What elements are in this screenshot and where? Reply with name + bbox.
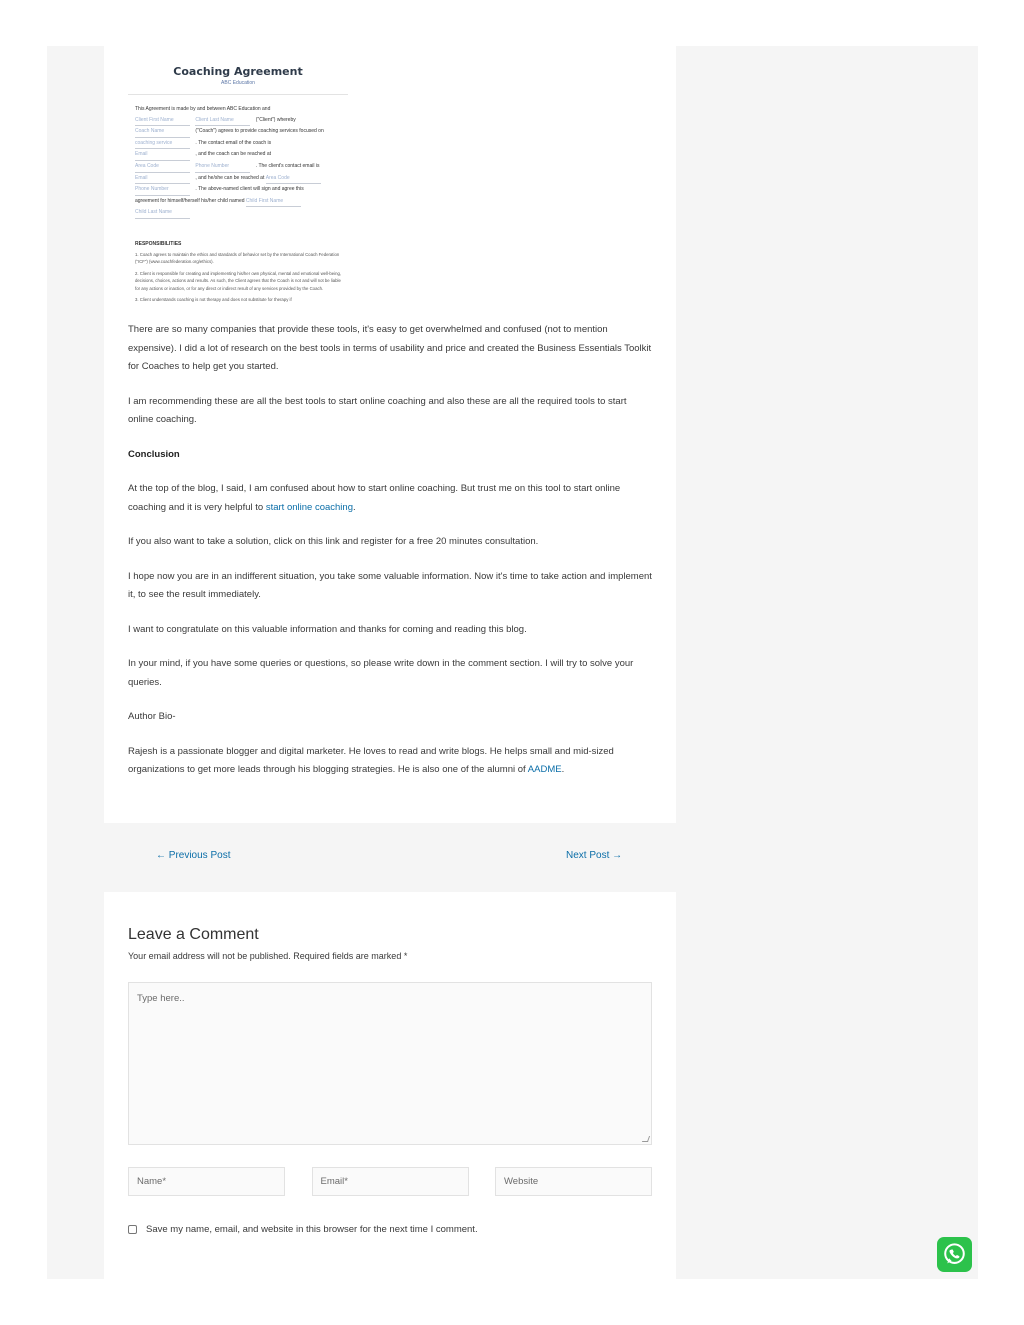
doc-subtitle: ABC Education: [221, 80, 255, 86]
author-bio-label: Author Bio-: [128, 711, 176, 722]
comment-heading: Leave a Comment: [128, 926, 259, 943]
article-content: [104, 46, 676, 823]
doc-responsibilities-heading: RESPONSIBILITIES: [135, 240, 182, 247]
doc-paragraph: 2. Client is responsible for creating and implementing his/her own physical, mental and emotional well-being, decisions, choices, actions and results. As such, the Client agrees that the Coach is not and will not be liable for any actions or inaction, or for any direct or indirect result of any services provided by the Coach.: [135, 270, 342, 291]
author-bio: [128, 743, 652, 780]
doc-field: Client Last Name: [195, 115, 250, 127]
doc-text: agreement for: [135, 197, 167, 204]
next-post-link[interactable]: Next Post →: [566, 850, 623, 861]
doc-line: [128, 161, 348, 173]
paragraph-text: .: [352, 501, 356, 513]
paragraph: In your mind, if you have some queries or questions, so please write down in the comment section. I will try to solve your queries.: [128, 658, 634, 688]
paragraph: I want to congratulate on this valuable information and thanks for coming and reading this blog.: [128, 623, 527, 635]
coaching-agreement-image: [128, 56, 348, 321]
website-field[interactable]: Website: [495, 1167, 652, 1196]
start-online-coaching-link[interactable]: start online coaching: [265, 501, 353, 513]
doc-text: , and the coach can be reached at: [195, 151, 272, 158]
doc-line: [128, 184, 348, 196]
doc-text: . The above-named client will sign and agree this: [195, 186, 304, 193]
doc-line: [128, 173, 348, 185]
doc-field: Area Code: [135, 161, 190, 173]
doc-line: [128, 126, 348, 138]
doc-field: Phone Number: [135, 184, 190, 196]
paragraph: If you also want to take a solution, click on this link and register for a free 20 minutes consultation.: [128, 536, 539, 547]
conclusion-heading: Conclusion: [128, 448, 180, 460]
doc-text: ("Client") whereby: [255, 116, 296, 123]
article-body: [128, 321, 652, 780]
doc-text: ("Coach") agrees to provide coaching services focused on: [195, 128, 324, 135]
consent-label: Save my name, email, and website in this browser for the next time I comment.: [146, 1224, 478, 1235]
doc-paragraph: 1. Coach agrees to maintain the ethics and standards of behavior set by the International Coach Federation ("ICF") (www.coachfederation.org/ethics).: [135, 251, 340, 265]
comment-form: [104, 892, 676, 1279]
doc-field: Coach Name: [135, 126, 190, 138]
doc-field: Email: [135, 173, 190, 185]
whatsapp-icon: [941, 1241, 968, 1268]
doc-field: coaching service: [135, 138, 190, 150]
paragraph: There are so many companies that provide these tools, it's easy to get overwhelmed and confused (not to mention expensive). I did a lot of research on the best tools in terms of usability and price and created the Business Essentials Toolkit for Coaches to help get you started.: [128, 324, 652, 372]
doc-field: Area Code: [266, 173, 321, 185]
doc-field: Child First Name: [246, 196, 301, 208]
previous-post-link[interactable]: ← Previous Post: [156, 850, 231, 861]
doc-field: Email: [135, 149, 190, 161]
paragraph: [128, 480, 652, 517]
paragraph-text: At the top of the blog, I said, I am confused about how to start online coaching. But trust me on this tool to start online coaching and it is very helpful to: [128, 483, 621, 513]
paragraph-text: Rajesh is a passionate blogger and digital marketer. He loves to read and write blogs. He helps small and mid-sized organizations to get more leads through his blogging strategies. He is also one of the alumni of: [128, 745, 614, 775]
doc-text: his/her child named: [201, 197, 245, 204]
paragraph: I hope now you are in an indifferent situation, you take some valuable information. Now it's time to take action and implement it, to see the result immediately.: [128, 570, 652, 600]
doc-line: [128, 115, 348, 127]
main-column: [104, 46, 676, 1279]
comment-placeholder: Type here..: [137, 993, 185, 1004]
doc-line: [128, 196, 348, 208]
whatsapp-button[interactable]: [937, 1237, 972, 1272]
required-fields-note: Your email address will not be published. Required fields are marked *: [128, 951, 408, 961]
doc-field: Client First Name: [135, 115, 190, 127]
paragraph: I am recommending these are all the best tools to start online coaching and also these are all the required tools to start online coaching.: [128, 395, 627, 425]
doc-line: [128, 149, 348, 161]
doc-text: , and he/she can be reached at: [195, 174, 265, 181]
aadme-link[interactable]: AADME: [527, 764, 562, 775]
author-fields: [128, 1167, 652, 1196]
save-info-checkbox[interactable]: [128, 1225, 137, 1234]
doc-title: Coaching Agreement: [173, 65, 303, 78]
save-info-consent: [128, 1224, 652, 1235]
doc-divider: [128, 94, 348, 95]
name-field[interactable]: Name*: [128, 1167, 285, 1196]
doc-field: Phone Number: [195, 161, 250, 173]
doc-field: Child Last Name: [135, 207, 190, 219]
doc-line: [128, 138, 348, 150]
post-navigation: [104, 823, 676, 892]
doc-text: . The client's contact email is: [255, 162, 320, 169]
email-field[interactable]: Email*: [312, 1167, 469, 1196]
resize-handle-icon[interactable]: [642, 1136, 650, 1142]
doc-text: . The contact email of the coach is: [195, 139, 272, 146]
doc-line: [128, 207, 348, 219]
paragraph-text: .: [561, 764, 565, 775]
doc-paragraph: 3. Client understands coaching is not therapy and does not substitute for therapy if: [135, 297, 292, 303]
comment-textarea[interactable]: [128, 982, 652, 1145]
doc-intro: This Agreement is made by and between ABC Education and: [135, 106, 271, 112]
doc-text: himself/herself: [167, 197, 200, 204]
